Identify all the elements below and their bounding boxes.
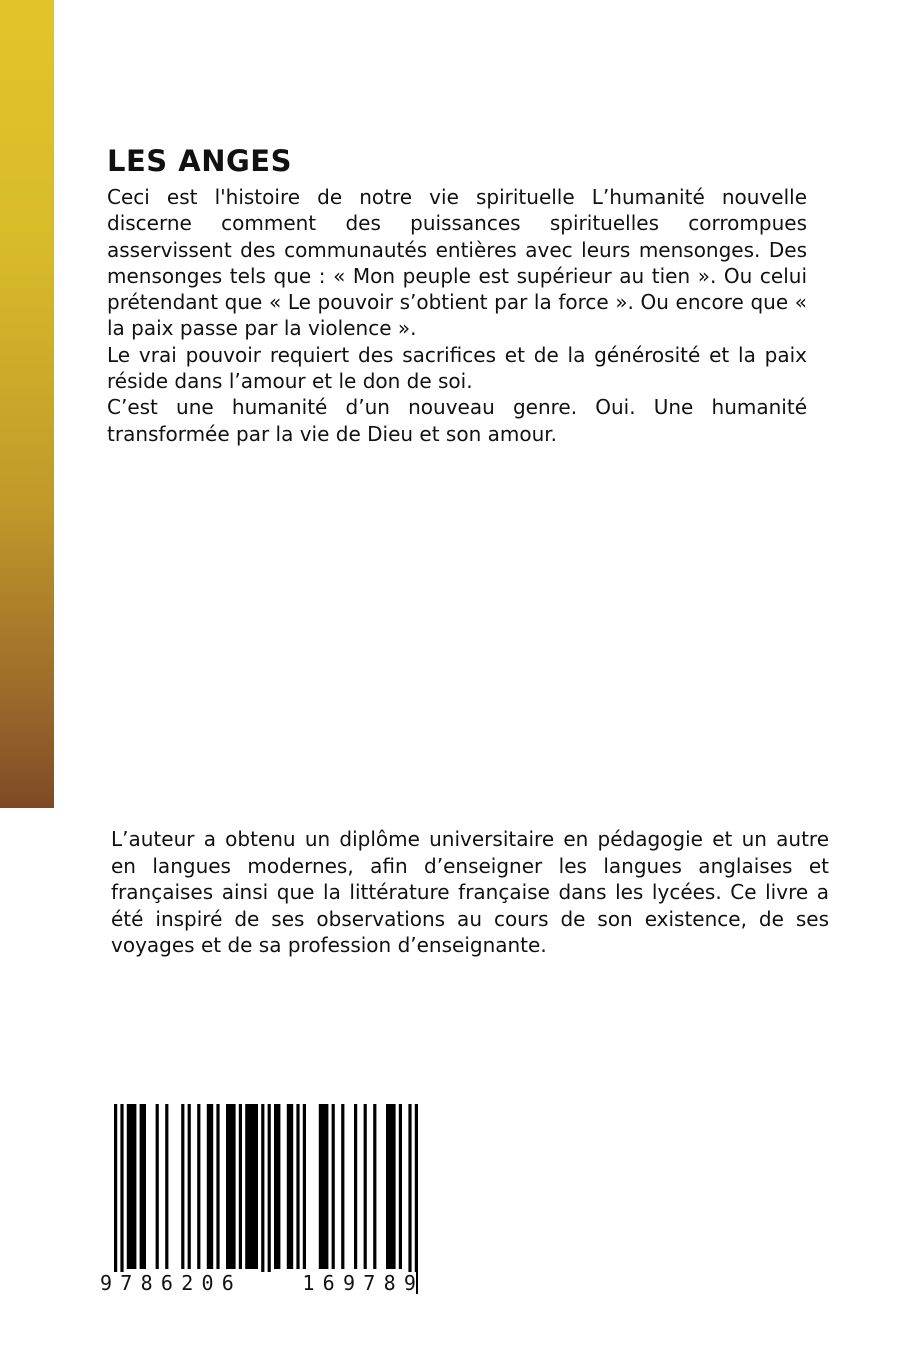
blurb-paragraph: C’est une humanité d’un nouveau genre. Oui. Une humanité transformée par la vie de Dieu et son amour. — [107, 395, 807, 446]
isbn-barcode — [114, 1104, 418, 1294]
isbn-digit: 0 — [201, 1271, 214, 1295]
barcode-bar — [332, 1104, 335, 1269]
barcode-bar — [216, 1104, 219, 1269]
isbn-digit: 2 — [181, 1271, 194, 1295]
barcode-bar — [245, 1104, 258, 1269]
barcode-bar — [114, 1104, 117, 1294]
barcode-bar — [399, 1104, 402, 1269]
isbn-digit: 9 — [342, 1271, 356, 1295]
barcode-bar — [287, 1104, 293, 1269]
author-bio: L’auteur a obtenu un diplôme universitaire en pédagogie et un autre en langues modernes, afin d’enseigner les langues anglaises et françaises ainsi que la littérature française dans les lycées. Ce livre a été inspiré de ses observations au cours de son existence, de ses voyages et de sa profession d’enseignante. — [111, 827, 829, 957]
barcode-bar — [354, 1104, 357, 1269]
barcode-bar — [140, 1104, 146, 1269]
isbn-digit: 7 — [363, 1271, 376, 1295]
barcode-bar — [239, 1104, 242, 1269]
barcode-bar — [364, 1104, 367, 1269]
barcode-bar — [303, 1104, 306, 1269]
isbn-digit: 8 — [383, 1271, 396, 1295]
barcode-bar — [181, 1104, 184, 1269]
barcode-bar — [341, 1104, 344, 1269]
isbn-digit: 9 — [100, 1271, 113, 1295]
barcode-bar — [197, 1104, 200, 1269]
barcode-bar — [207, 1104, 213, 1269]
isbn-digit-spacer — [242, 1272, 294, 1294]
barcode-bar — [188, 1104, 191, 1269]
isbn-digit: 6 — [160, 1271, 173, 1295]
barcode-bar — [408, 1104, 411, 1294]
isbn-digit: 6 — [322, 1271, 335, 1295]
isbn-number — [100, 1272, 416, 1294]
decorative-color-strip — [0, 0, 54, 808]
barcode-bar — [296, 1104, 299, 1269]
barcode-graphic — [114, 1104, 418, 1294]
barcode-bar — [319, 1104, 329, 1269]
barcode-bar — [120, 1104, 123, 1294]
barcode-bar — [373, 1104, 376, 1269]
barcode-bar — [274, 1104, 280, 1269]
barcode-bar — [415, 1104, 418, 1294]
blurb-paragraph: Le vrai pouvoir requiert des sacrifices et de la générosité et la paix réside dans l’amour et le don de soi. — [107, 342, 807, 394]
isbn-digit: 6 — [221, 1271, 234, 1295]
barcode-bar — [226, 1104, 236, 1269]
book-blurb — [107, 184, 807, 447]
barcode-bar — [127, 1104, 137, 1269]
isbn-digit: 8 — [140, 1271, 153, 1295]
barcode-bar — [386, 1104, 396, 1269]
barcode-bar — [261, 1104, 264, 1294]
barcode-bar — [156, 1104, 159, 1269]
barcode-bar — [268, 1104, 271, 1294]
barcode-bar — [165, 1104, 168, 1269]
book-title: LES ANGES — [107, 144, 292, 178]
blurb-paragraph: Ceci est l'histoire de notre vie spirituelle L’humanité nouvelle discerne comment des puissances spirituelles corrompues asservissent des communautés entières avec leurs mensonges. Des mensonges tels que : « Mon peuple est supérieur au tien ». Ou celui prétendant que « Le pouvoir s’obtient par la force ». Ou encore que « la paix passe par la violence ». — [107, 185, 807, 341]
isbn-digit: 7 — [120, 1271, 133, 1295]
isbn-digit: 1 — [302, 1271, 315, 1295]
isbn-digit: 9 — [403, 1271, 416, 1295]
